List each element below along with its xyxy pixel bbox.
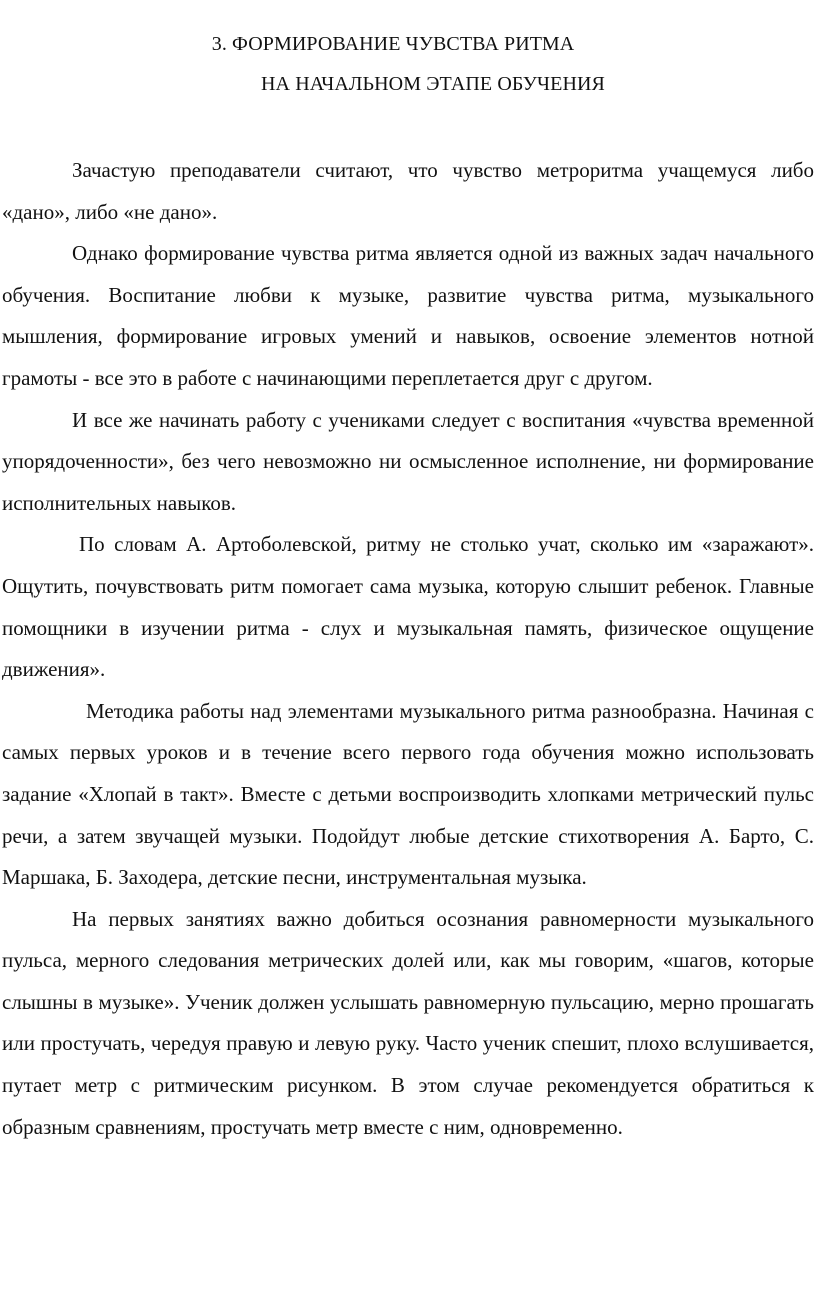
- paragraph: Однако формирование чувства ритма является одной из важных задач начального обучения. Воспитание любви к музыке, развитие чувства ритма, музыкального мышления, формирование игровых умений и навыков, освоение элементов нотной грамоты - все это в работе с начинающими переплетается друг с другом.: [2, 241, 814, 390]
- paragraph: По словам А. Артоболевской, ритму не столько учат, сколько им «заражают». Ощутить, почувствовать ритм помогает сама музыка, которую слышит ребенок. Главные помощники в изучении ритма - слух и музыкальная память, физическое ощущение движения».: [2, 532, 814, 682]
- paragraph: Зачастую преподаватели считают, что чувство метроритма учащемуся либо «дано», либо «не дано».: [2, 158, 814, 224]
- paragraph: И все же начинать работу с учениками следует с воспитания «чувства временной упорядоченности», без чего невозможно ни осмысленное исполнение, ни формирование исполнительных навыков.: [2, 407, 814, 515]
- body-text: [2, 150, 814, 1148]
- section-heading-line-2: НА НАЧАЛЬНОМ ЭТАПЕ ОБУЧЕНИЯ: [261, 73, 605, 95]
- section-heading-line-1: 3. ФОРМИРОВАНИЕ ЧУВСТВА РИТМА: [211, 33, 575, 55]
- paragraph: На первых занятиях важно добиться осознания равномерности музыкального пульса, мерного следования метрических долей или, как мы говорим, «шагов, которые слышны в музыке». Ученик должен услышать равномерную пульсацию, мерно прошагать или простучать, чередуя правую и левую руку. Часто ученик спешит, плохо вслушивается, путает метр с ритмическим рисунком. В этом случае рекомендуется обратиться к образным сравнениям, простучать метр вместе с ним, одновременно.: [2, 906, 814, 1139]
- paragraph: Методика работы над элементами музыкального ритма разнообразна. Начиная с самых первых уроков и в течение всего первого года обучения можно использовать задание «Хлопай в такт». Вместе с детьми воспроизводить хлопками метрический пульс речи, а затем звучащей музыки. Подойдут любые детские стихотворения А. Барто, С. Маршака, Б. Заходера, детские песни, инструментальная музыка.: [2, 698, 814, 890]
